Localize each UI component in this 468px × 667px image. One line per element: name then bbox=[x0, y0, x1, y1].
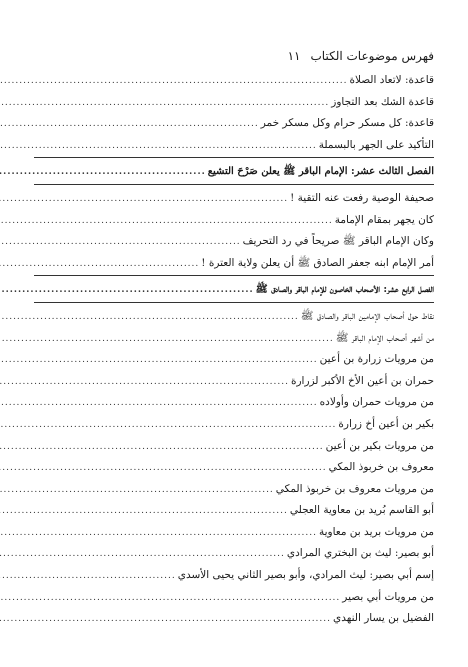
dot-leader bbox=[0, 189, 288, 211]
dot-leader bbox=[0, 307, 299, 329]
toc-entry-title: معروف بن خربوذ المكي bbox=[328, 461, 434, 474]
dot-leader bbox=[0, 588, 340, 610]
toc-entry bbox=[34, 135, 434, 157]
dot-leader bbox=[0, 162, 206, 184]
toc-entry bbox=[34, 306, 434, 328]
toc-entry-title: من مرويات معروف بن خربوذ المكي bbox=[275, 482, 434, 495]
dot-leader bbox=[0, 114, 259, 136]
header-page-number: ١١ bbox=[287, 49, 301, 63]
toc-entry bbox=[34, 479, 434, 501]
toc-entry bbox=[34, 543, 434, 565]
dot-leader bbox=[0, 93, 329, 115]
toc-entry-title: من مرويات حمران وأولاده bbox=[319, 396, 434, 409]
toc-entry bbox=[34, 70, 434, 92]
toc-entry bbox=[34, 565, 434, 587]
dot-leader bbox=[0, 211, 333, 233]
toc-entry bbox=[34, 92, 434, 114]
dot-leader bbox=[0, 609, 331, 631]
dot-leader bbox=[0, 523, 317, 545]
toc-entry bbox=[34, 457, 434, 479]
toc-entry bbox=[34, 500, 434, 522]
dot-leader bbox=[0, 566, 176, 588]
dot-leader bbox=[0, 415, 336, 437]
toc-entry-title: أبو القاسم بُريد بن معاوية العجلي bbox=[289, 504, 434, 517]
dot-leader bbox=[0, 280, 254, 302]
toc-entry bbox=[34, 608, 434, 630]
dot-leader bbox=[0, 350, 318, 372]
toc-entry-title: أبو بصير: ليث بن البختري المرادي bbox=[286, 547, 434, 560]
dot-leader bbox=[0, 136, 317, 158]
toc-entry-title: كان يجهر بمقام الإمامة bbox=[334, 213, 434, 226]
dot-leader bbox=[0, 372, 289, 394]
dot-leader bbox=[0, 480, 274, 502]
toc-entry bbox=[34, 414, 434, 436]
toc-entry-title: قاعدة الشك بعد التجاوز bbox=[331, 95, 434, 108]
dot-leader bbox=[0, 71, 347, 93]
toc-entry-title: وكان الإمام الباقر ﷺ صريحاً في رد التحريف bbox=[242, 235, 434, 248]
toc-entry bbox=[34, 210, 434, 232]
toc-entry-title: الفضيل بن يسار النهدي bbox=[333, 612, 434, 625]
toc-entry bbox=[34, 253, 434, 275]
toc-entry-title: إسم أبي بصير: ليث المرادي، وأبو بصير الثاني يحيى الأسدي bbox=[177, 569, 434, 582]
dot-leader bbox=[0, 437, 324, 459]
toc-entry-title: بكير بن أعين أخ زرارة bbox=[338, 417, 434, 430]
toc-entry-title: نقاط حول أصحاب الإمامين الباقر والصادق ﷺ bbox=[300, 309, 434, 322]
toc-entry-title: من أشهر أصحاب الإمام الباقر ﷺ bbox=[335, 331, 434, 344]
chapter-heading bbox=[34, 161, 434, 183]
dot-leader bbox=[0, 232, 241, 254]
toc-entry-title: صحيفة الوصية رفعت عنه التقية ! bbox=[290, 191, 434, 204]
dot-leader bbox=[0, 393, 318, 415]
toc-entry-title: قاعدة: لاتعاد الصلاة bbox=[349, 74, 434, 86]
toc-entry bbox=[34, 328, 434, 350]
toc-entry bbox=[34, 188, 434, 210]
toc-entry-title: من مرويات بكير بن أعين bbox=[325, 439, 434, 452]
table-of-contents bbox=[34, 70, 434, 630]
toc-entry-title: من مرويات أبي بصير bbox=[342, 590, 434, 603]
toc-entry bbox=[34, 436, 434, 458]
section-divider bbox=[34, 184, 434, 185]
dot-leader bbox=[0, 254, 199, 276]
toc-entry bbox=[34, 349, 434, 371]
toc-entry bbox=[34, 392, 434, 414]
toc-entry-title: من مرويات زرارة بن أعين bbox=[319, 353, 434, 366]
toc-entry-title: التأكيد على الجهر بالبسملة bbox=[318, 138, 434, 151]
dot-leader bbox=[0, 501, 288, 523]
chapter-title: الفصل الثالث عشر: الإمام الباقر ﷺ يعلن صَرْحَ التشيع bbox=[207, 166, 434, 178]
page-header bbox=[34, 46, 434, 66]
toc-entry-title: أمر الإمام ابنه جعفر الصادق ﷺ أن يعلن ولاية العترة ! bbox=[201, 256, 434, 269]
toc-entry bbox=[34, 587, 434, 609]
chapter-title: الفصل الرابع عشر: الأصحاب الخاصون للإمام الباقر والصادق ﷺ bbox=[255, 284, 434, 296]
toc-entry bbox=[34, 113, 434, 135]
section-divider bbox=[34, 302, 434, 303]
section-divider bbox=[34, 275, 434, 276]
dot-leader bbox=[0, 544, 285, 566]
header-title: فهرس موضوعات الكتاب bbox=[310, 49, 434, 63]
dot-leader bbox=[0, 458, 327, 480]
toc-entry bbox=[34, 522, 434, 544]
chapter-heading bbox=[34, 279, 434, 301]
toc-entry-title: حمران بن أعين الأخ الأكبر لزرارة bbox=[290, 374, 434, 387]
dot-leader bbox=[0, 329, 334, 351]
toc-entry bbox=[34, 231, 434, 253]
section-divider bbox=[34, 157, 434, 158]
toc-entry-title: من مرويات بريد بن معاوية bbox=[318, 525, 434, 538]
toc-entry-title: قاعدة: كل مسكر حرام وكل مسكر خمر bbox=[260, 117, 434, 130]
toc-entry bbox=[34, 371, 434, 393]
